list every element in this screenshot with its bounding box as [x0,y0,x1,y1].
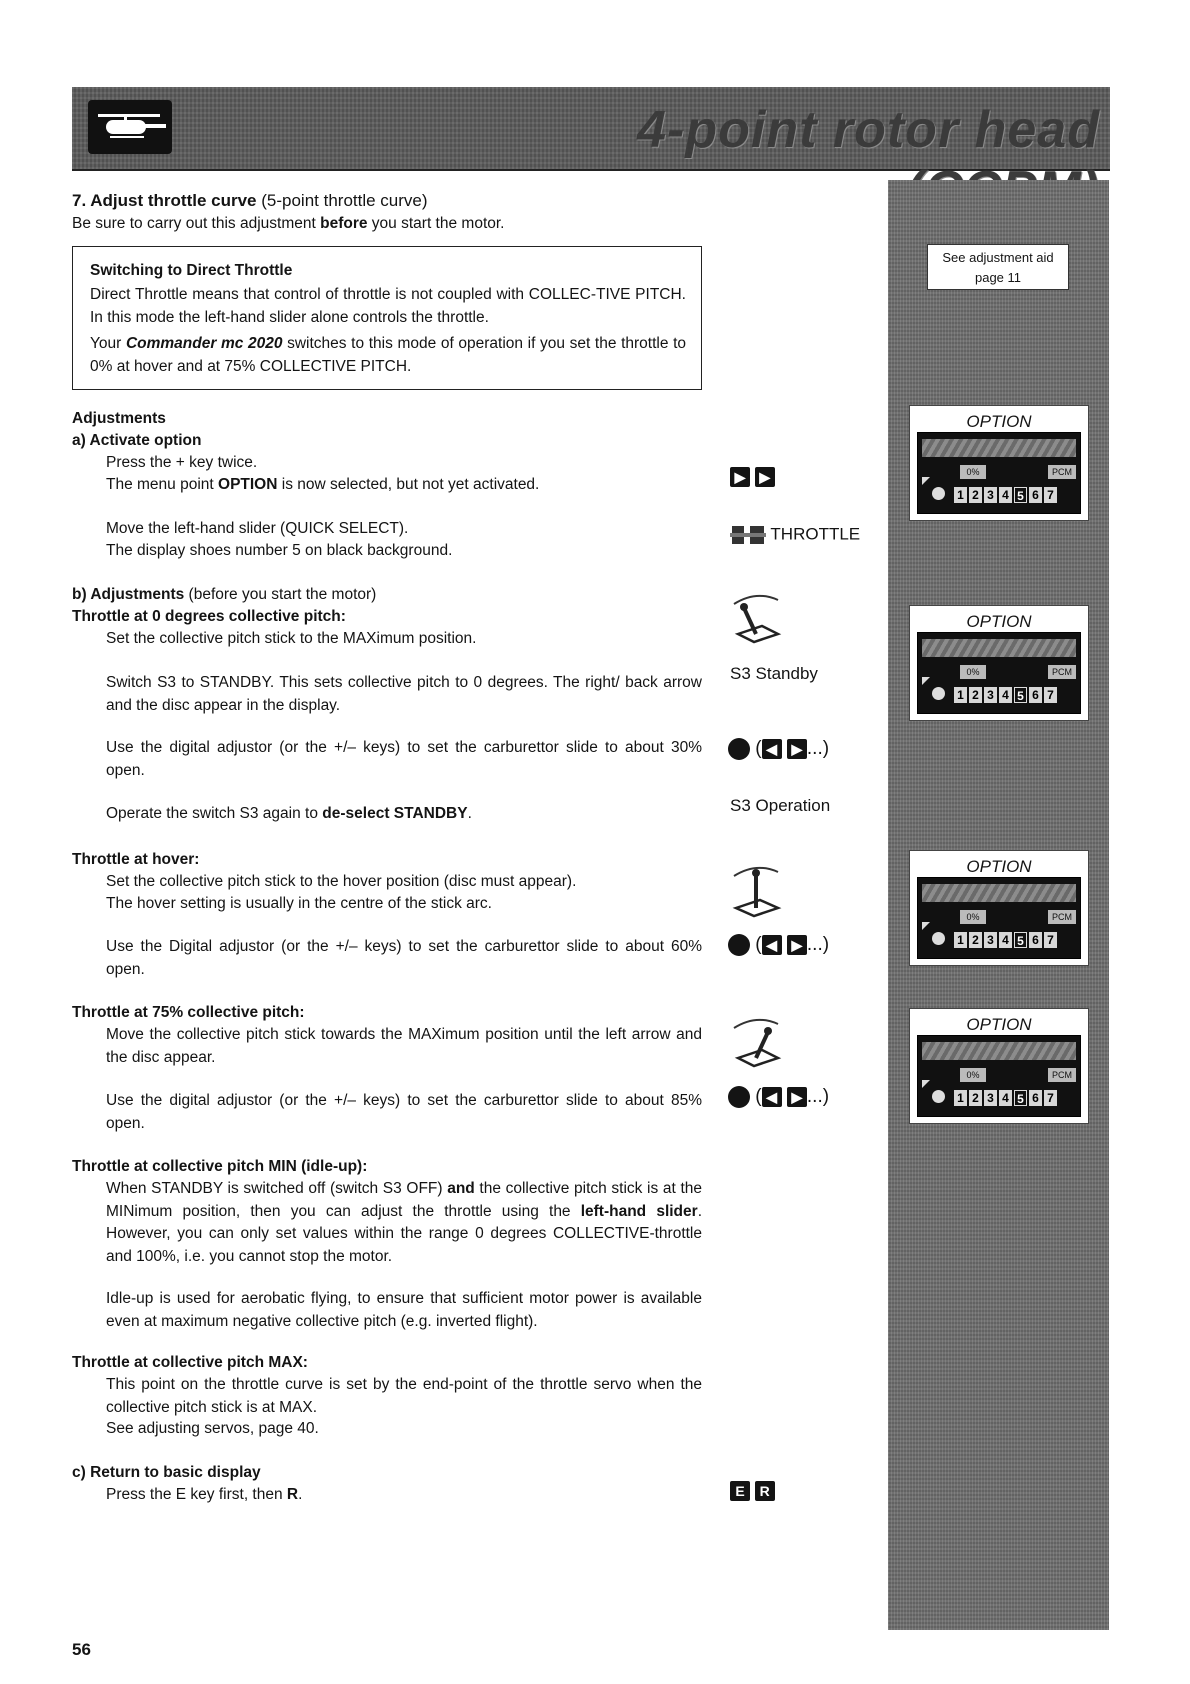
arrow-icon [922,922,930,930]
next-key-icon: ▶ [755,467,775,487]
throttle-0-title [72,606,346,629]
step-b-title [72,584,376,607]
lcd-digit: 3 [984,932,997,948]
step-b-title-bold: b) Adjustments [72,586,185,603]
lcd-percent: 0% [960,665,986,679]
throttle-max-title [72,1352,308,1375]
step-text: When STANDBY is switched off (switch S3 OFF) [106,1180,448,1197]
lcd-digit: 4 [999,687,1012,703]
hover-line1: Set the collective pitch stick to the hover position (disc must appear). [106,873,577,890]
lcd-digit: 6 [1029,687,1042,703]
lcd-digit: 7 [1044,687,1057,703]
lcd-pcm: PCM [1048,465,1076,479]
digital-adjustor-icon [728,738,750,760]
prev-key-icon: ◀ [762,1087,782,1107]
lcd-digits [954,687,1057,703]
lcd-digit: 4 [999,932,1012,948]
infobox-text: Your [90,335,126,352]
step-c-title-text: c) Return to basic display [72,1464,261,1481]
lcd-percent: 0% [960,910,986,924]
lcd-bar [922,1042,1076,1060]
digital-adjustor-hint [728,738,829,760]
throttle-min-title [72,1156,367,1179]
adjustment-aid-line1: See adjustment aid [942,250,1054,265]
lcd-pcm: PCM [1048,910,1076,924]
section-heading-rest: (5-point throttle curve) [256,191,428,210]
step-text: is now selected, but not yet activated. [277,476,540,493]
infobox-title [90,260,690,283]
lcd-digits [954,487,1057,503]
digital-adjustor-icon [728,1086,750,1108]
throttle-slider-label [730,522,860,548]
stick-hover-icon [728,862,784,923]
throttle-label: THROTTLE [770,524,861,544]
lcd-panel [909,605,1089,721]
lcd-digit: 2 [969,932,982,948]
paren-open: ( [755,738,762,760]
lcd-digit: 6 [1029,487,1042,503]
step-c-line1 [106,1484,702,1507]
section-intro [72,213,504,236]
step-text: the collective pitch stick is at the MINimum position, then you can adjust the throttle using the [106,1180,702,1220]
arrow-icon [922,477,930,485]
e-key-icon: E [730,1481,750,1501]
arrow-icon [922,677,930,685]
prev-key-icon: ◀ [762,739,782,759]
disc-icon [932,932,945,945]
lcd-percent: 0% [960,465,986,479]
lcd-digit: 1 [954,487,967,503]
throttle-75-title [72,1002,305,1025]
stick-max-icon [728,590,784,649]
digital-adjustor-hint [728,1086,829,1108]
section-heading-bold: 7. Adjust throttle curve [72,191,257,210]
step-bold: de-select STANDBY [322,805,468,822]
paren-open: ( [755,1086,762,1108]
lcd-bar [922,639,1076,657]
step-c-title [72,1462,261,1485]
intro-text: Be sure to carry out this adjustment [72,215,321,232]
step-bold: and [447,1180,475,1197]
lcd-digit: 4 [999,487,1012,503]
step-text: Press the E key first, then [106,1486,287,1503]
throttle-min-line1 [106,1178,702,1268]
lcd-bar [922,884,1076,902]
throttle-0-line1: Set the collective pitch stick to the MAXimum position. [106,630,477,647]
lcd-digit: 7 [1044,487,1057,503]
throttle-0-line4 [106,803,702,826]
paren-open: ( [755,934,762,956]
lcd-digit: 3 [984,1090,997,1106]
infobox-line2 [90,333,686,378]
adjustment-aid-note [927,244,1069,290]
lcd-digit: 6 [1029,932,1042,948]
r-key-icon: R [755,1481,775,1501]
page-number: 56 [72,1640,91,1659]
return-keys [730,1480,775,1501]
step-a-title [72,430,201,453]
lcd-digit: 1 [954,687,967,703]
adjustments-heading-text: Adjustments [72,410,166,427]
infobox-text: switches to this mode of operation if you set the throttle to 0% at hover and at 75% COLLECTIVE PITCH. [90,335,686,375]
intro-bold: before [320,215,368,232]
adjustments-heading [72,408,166,431]
lcd-panel [909,850,1089,966]
lcd-digit: 5 [1014,1090,1027,1106]
step-bold: R [286,1486,299,1503]
lcd-digit: 3 [984,687,997,703]
throttle-min-line2: Idle-up is used for aerobatic flying, to ensure that sufficient motor power is available even at maximum negative collective pitch (e.g. inverted flight). [106,1290,702,1330]
lcd-digits [954,932,1057,948]
throttle-75-line2: Use the digital adjustor (or the +/– keys) to set the carburettor slide to about 85% open. [106,1092,702,1132]
step-a-line1: Press the + key twice. [106,454,258,471]
step-text: . However, you can only set values within the range 0 degrees COLLECTIVE-throttle and 100%, i.e. you cannot stop the motor. [106,1202,702,1265]
lcd-digit: 6 [1029,1090,1042,1106]
throttle-75-title-text: Throttle at 75% collective pitch: [72,1004,305,1021]
hover-line3: Use the Digital adjustor (or the +/– keys) to set the carburettor slide to about 60% open. [106,938,702,978]
lcd-digit: 1 [954,1090,967,1106]
lcd-digit: 4 [999,1090,1012,1106]
lcd-digit: 5 [1014,687,1027,703]
plus-key-group [730,466,775,487]
throttle-min-title-text: Throttle at collective pitch MIN (idle-up): [72,1158,368,1175]
step-a-line4: The display shoes number 5 on black background. [106,542,453,559]
paren-close: ...) [806,1086,830,1108]
throttle-75-line1: Move the collective pitch stick towards the MAXimum position until the left arrow and the disc appear. [106,1026,702,1066]
section-heading [72,190,428,213]
lcd-screen [917,432,1081,514]
throttle-0-line3: Use the digital adjustor (or the +/– keys) to set the carburettor slide to about 30% open. [106,739,702,779]
s3-operation-label: S3 Operation [730,796,831,815]
next-key-icon: ▶ [730,467,750,487]
next-key-icon: ▶ [787,935,807,955]
lcd-digit: 2 [969,687,982,703]
disc-icon [932,687,945,700]
hover-line2: The hover setting is usually in the centre of the stick arc. [106,895,492,912]
lcd-digit: 7 [1044,1090,1057,1106]
paren-close: ...) [806,934,830,956]
lcd-pcm: PCM [1048,665,1076,679]
s3-standby-label: S3 Standby [730,664,818,683]
lcd-digit: 3 [984,487,997,503]
infobox-line1: Direct Throttle means that control of throttle is not coupled with COLLEC-TIVE PITCH. In this mode the left-hand slider alone controls the throttle. [90,286,686,326]
lcd-digit: 2 [969,487,982,503]
lcd-digit: 5 [1014,487,1027,503]
slider-icon [730,522,766,548]
infobox-title-text: Switching to Direct Throttle [90,262,293,279]
brand-name: Commander mc 2020 [125,335,283,352]
arrow-icon [922,1080,930,1088]
lcd-digits [954,1090,1057,1106]
throttle-0-line2: Switch S3 to STANDBY. This sets collective pitch to 0 degrees. The right/ back arrow and the disc appear in the display. [106,674,702,714]
lcd-digit: 1 [954,932,967,948]
lcd-digit: 2 [969,1090,982,1106]
lcd-panel [909,1008,1089,1124]
lcd-screen [917,632,1081,714]
step-text: . [298,1486,303,1503]
lcd-digit: 5 [1014,932,1027,948]
lcd-panel-title: OPTION [966,1015,1032,1034]
throttle-max-line1: This point on the throttle curve is set by the end-point of the throttle servo when the collective pitch stick is at MAX. [106,1376,702,1416]
helicopter-icon [88,100,172,154]
lcd-digit: 7 [1044,932,1057,948]
digital-adjustor-hint [728,934,829,956]
disc-icon [932,1090,945,1103]
prev-key-icon: ◀ [762,935,782,955]
lcd-screen [917,877,1081,959]
step-bold: left-hand slider [580,1202,698,1220]
throttle-max-line2: See adjusting servos, page 40. [106,1420,319,1437]
throttle-max-title-text: Throttle at collective pitch MAX: [72,1354,308,1371]
step-bold: OPTION [218,476,278,493]
digital-adjustor-icon [728,934,750,956]
disc-icon [932,487,945,500]
step-text: . [467,805,472,822]
page-title: 4-point rotor head [637,101,1100,159]
hover-title-text: Throttle at hover: [72,851,200,868]
step-b-title-rest: (before you start the motor) [184,586,377,603]
step-a-title-text: a) Activate option [72,432,202,449]
lcd-panel-title: OPTION [966,857,1032,876]
hover-title [72,849,199,872]
step-a-line3: Move the left-hand slider (QUICK SELECT). [106,520,409,537]
lcd-panel-title: OPTION [966,412,1032,431]
stick-75-icon [728,1014,784,1073]
lcd-panel [909,405,1089,521]
next-key-icon: ▶ [787,1087,807,1107]
adjustment-aid-line2: page 11 [974,270,1022,285]
lcd-screen [917,1035,1081,1117]
next-key-icon: ▶ [787,739,807,759]
intro-text: you start the motor. [367,215,505,232]
step-text: Operate the switch S3 again to [106,805,323,822]
step-a-line2 [106,474,702,497]
lcd-pcm: PCM [1048,1068,1076,1082]
paren-close: ...) [806,738,830,760]
lcd-percent: 0% [960,1068,986,1082]
throttle-0-title-text: Throttle at 0 degrees collective pitch: [72,608,346,625]
lcd-panel-title: OPTION [966,612,1032,631]
lcd-bar [922,439,1076,457]
step-text: The menu point [106,476,219,493]
